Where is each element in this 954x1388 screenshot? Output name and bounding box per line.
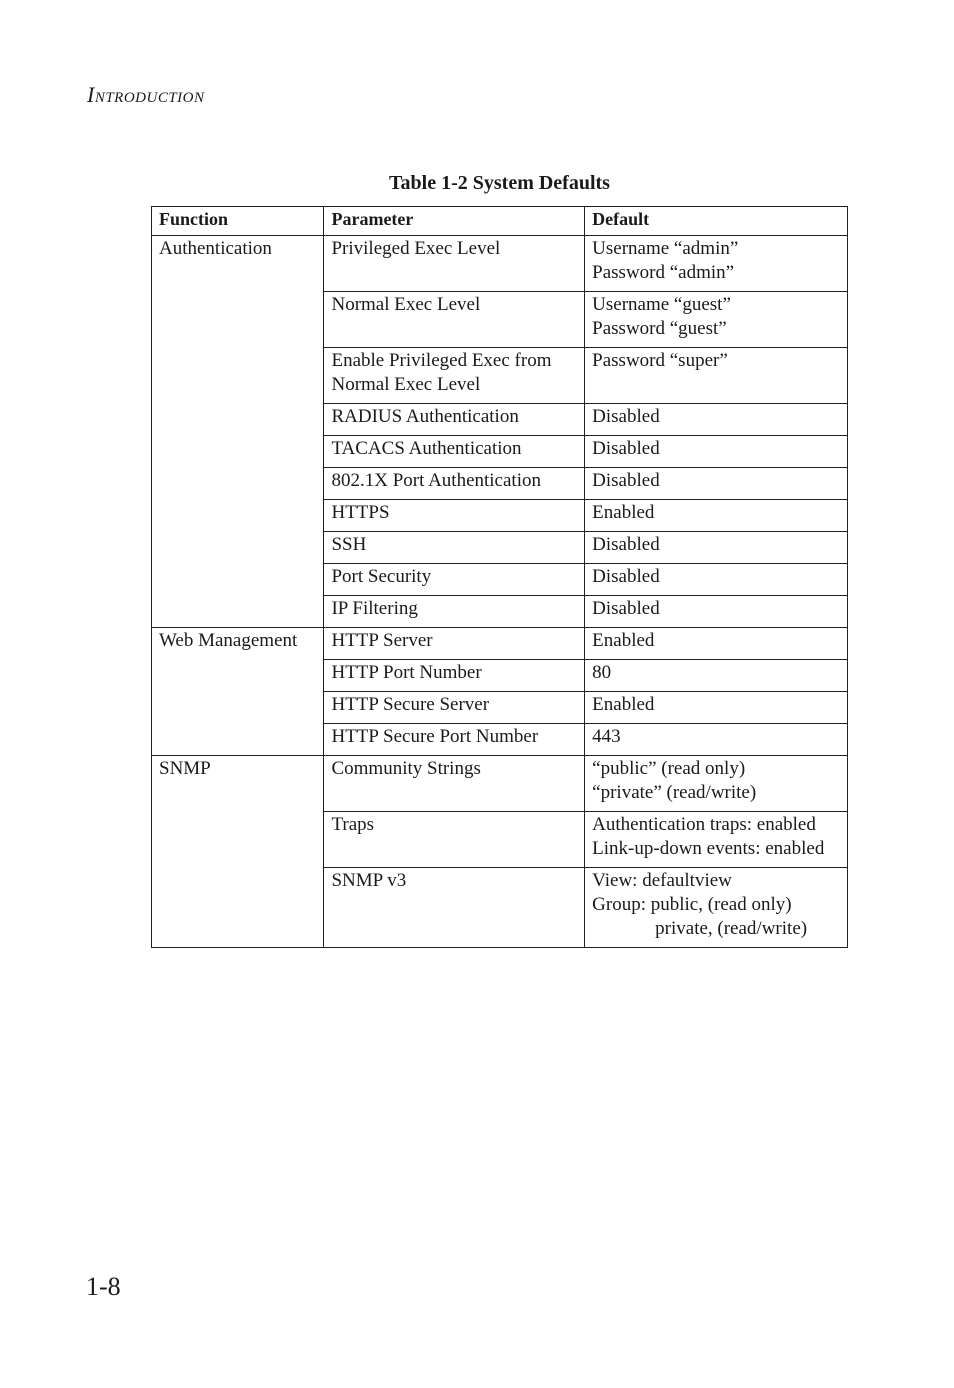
default-cell: Disabled (585, 468, 848, 500)
default-cell: Enabled (585, 500, 848, 532)
default-cell (585, 756, 848, 812)
default-cell: Disabled (585, 436, 848, 468)
parameter-cell: HTTP Secure Server (324, 692, 585, 724)
default-text: Password “super” (592, 350, 728, 371)
default-text: private, (read/write) (655, 918, 808, 939)
parameter-cell: HTTP Port Number (324, 660, 585, 692)
parameter-cell: 802.1X Port Authentication (324, 468, 585, 500)
default-cell: Disabled (585, 564, 848, 596)
column-header-parameter: Parameter (324, 207, 585, 236)
default-text: Username “guest” (592, 294, 731, 315)
parameter-cell (324, 236, 585, 292)
column-header-default: Default (585, 207, 848, 236)
default-cell: 443 (585, 724, 848, 756)
default-cell (585, 868, 848, 948)
parameter-cell (324, 292, 585, 348)
default-text: Link-up-down events: enabled (592, 838, 825, 859)
parameter-text: Normal Exec Level (331, 294, 481, 315)
default-text: Password “guest” (592, 318, 727, 339)
parameter-cell (324, 348, 585, 404)
parameter-text: Normal Exec Level (331, 374, 481, 395)
system-defaults-table (151, 206, 848, 948)
parameter-cell: IP Filtering (324, 596, 585, 628)
parameter-cell: HTTPS (324, 500, 585, 532)
default-cell (585, 236, 848, 292)
parameter-cell: SSH (324, 532, 585, 564)
table-header-row (152, 207, 848, 236)
function-cell-snmp: SNMP (152, 756, 324, 948)
running-header: Introduction (87, 82, 205, 107)
table-row (152, 756, 848, 812)
parameter-cell: RADIUS Authentication (324, 404, 585, 436)
default-text: Password “admin” (592, 262, 735, 283)
default-cell (585, 812, 848, 868)
function-cell-authentication: Authentication (152, 236, 324, 628)
parameter-cell: Port Security (324, 564, 585, 596)
parameter-cell: TACACS Authentication (324, 436, 585, 468)
parameter-cell: HTTP Secure Port Number (324, 724, 585, 756)
default-text: View: defaultview (592, 870, 732, 891)
parameter-text: Enable Privileged Exec from (331, 350, 552, 371)
default-text: Username “admin” (592, 238, 739, 259)
parameter-text: Privileged Exec Level (331, 238, 501, 259)
default-text: “public” (read only) (592, 758, 746, 779)
column-header-function: Function (152, 207, 324, 236)
parameter-cell: HTTP Server (324, 628, 585, 660)
default-cell: Disabled (585, 596, 848, 628)
default-text: “private” (read/write) (592, 782, 757, 803)
parameter-cell: Community Strings (324, 756, 585, 812)
default-cell: 80 (585, 660, 848, 692)
default-text: Group: public, (read only) (592, 894, 792, 915)
default-cell: Disabled (585, 404, 848, 436)
default-cell (585, 292, 848, 348)
table-row (152, 236, 848, 292)
default-cell: Disabled (585, 532, 848, 564)
parameter-cell: Traps (324, 812, 585, 868)
table-row (152, 628, 848, 660)
default-cell (585, 348, 848, 404)
table-caption: Table 1-2 System Defaults (389, 172, 610, 194)
function-cell-web-management: Web Management (152, 628, 324, 756)
default-cell: Enabled (585, 692, 848, 724)
default-cell: Enabled (585, 628, 848, 660)
parameter-cell: SNMP v3 (324, 868, 585, 948)
default-text: Authentication traps: enabled (592, 814, 816, 835)
page-number: 1-8 (86, 1272, 121, 1301)
